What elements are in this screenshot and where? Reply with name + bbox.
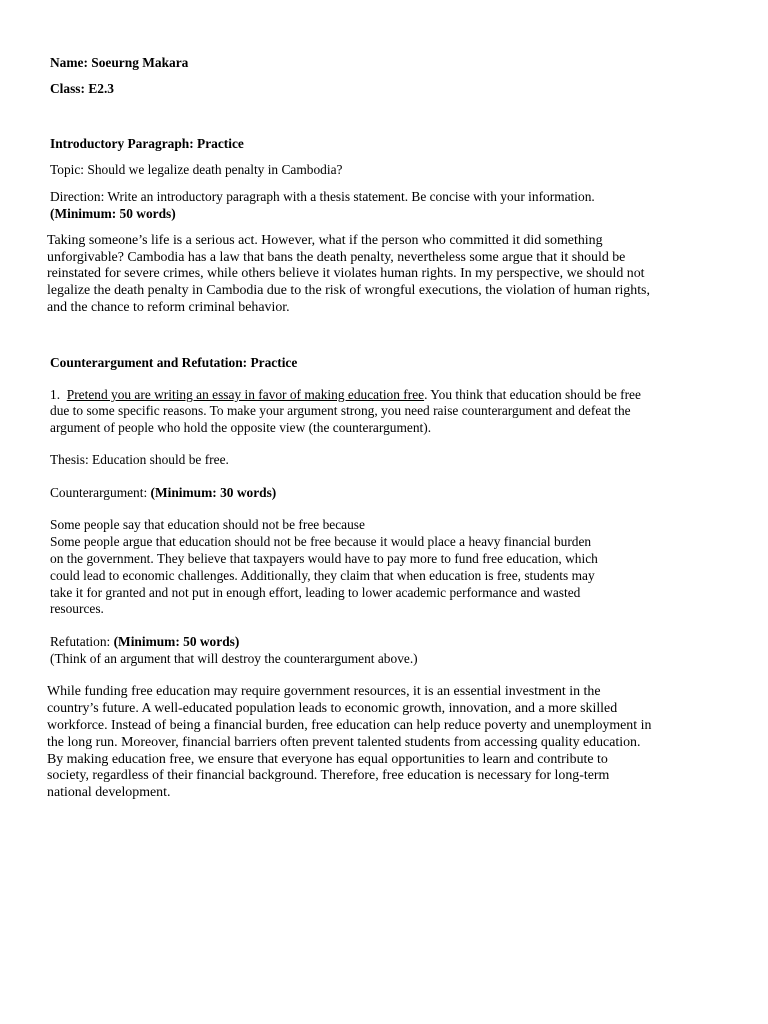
refutation-label: Refutation:	[50, 634, 114, 649]
counter-item-line: due to some specific reasons. To make your argument strong, you need raise counterargument and defeat the	[50, 403, 631, 418]
intro-answer-line: unforgivable? Cambodia has a law that bans the death penalty, nevertheless some argue that it should be	[47, 250, 626, 265]
counter-item-line: argument of people who hold the opposite view (the counterargument).	[50, 420, 432, 435]
thesis-statement: Thesis: Education should be free.	[50, 452, 229, 467]
counter-item-underlined: Pretend you are writing an essay in favor of making education free	[66, 387, 425, 402]
intro-answer-line: reinstated for severe crimes, while others believe it violates human rights. In my perspective, we should not	[47, 266, 645, 281]
intro-topic: Topic: Should we legalize death penalty in Cambodia?	[50, 162, 343, 177]
student-class: Class: E2.3	[50, 81, 114, 96]
student-name: Name: Soeurng Makara	[50, 55, 189, 70]
refutation-answer-line: workforce. Instead of being a financial burden, free education can help reduce poverty and unemployment in	[47, 718, 652, 733]
refutation-answer-line: By making education free, we ensure that everyone has equal opportunities to learn and contribute to	[47, 752, 608, 767]
counterargument-label: Counterargument:	[50, 485, 151, 500]
refutation-hint: (Think of an argument that will destroy the counterargument above.)	[50, 651, 418, 666]
counter-answer-line: take it for granted and not put in enough effort, leading to lower academic performance and wasted	[50, 585, 581, 600]
counter-answer-line: on the government. They believe that taxpayers would have to pay more to fund free education, which	[50, 551, 598, 566]
refutation-answer-line: While funding free education may require government resources, it is an essential investment in the	[47, 684, 601, 699]
counter-item-number: 1.	[50, 387, 61, 402]
intro-minimum: (Minimum: 50 words)	[50, 206, 176, 221]
refutation-minimum: (Minimum: 50 words)	[113, 634, 240, 649]
refutation-answer-line: society, regardless of their financial background. Therefore, free education is necessary for long-term	[47, 768, 610, 783]
refutation-answer-line: the long run. Moreover, financial barriers often prevent talented students from accessing quality education.	[47, 735, 641, 750]
refutation-label-line	[50, 634, 239, 651]
counter-item-rest: . You think that education should be free	[424, 387, 641, 402]
counter-answer-line: Some people argue that education should not be free because it would place a heavy financial burden	[50, 534, 592, 549]
counter-answer-line: Some people say that education should not be free because	[50, 517, 365, 532]
refutation-answer-line: national development.	[47, 785, 171, 800]
counterargument-minimum: (Minimum: 30 words)	[150, 485, 277, 500]
refutation-answer-line: country’s future. A well-educated population leads to economic growth, innovation, and a more skilled	[47, 701, 618, 716]
intro-answer-line: and the chance to reform criminal behavior.	[47, 300, 290, 315]
intro-direction: Direction: Write an introductory paragraph with a thesis statement. Be concise with your information.	[50, 189, 595, 204]
intro-heading: Introductory Paragraph: Practice	[50, 136, 244, 151]
intro-answer-line: Taking someone’s life is a serious act. However, what if the person who committed it did something	[47, 233, 603, 248]
counter-answer-line: resources.	[50, 601, 104, 616]
counter-heading: Counterargument and Refutation: Practice	[50, 355, 298, 370]
intro-answer-line: legalize the death penalty in Cambodia due to the risk of wrongful executions, the violation of human rights,	[47, 283, 650, 298]
counterargument-label-line	[50, 485, 276, 502]
counter-answer-line: could lead to economic challenges. Additionally, they claim that when education is free, students may	[50, 568, 595, 583]
counter-item-first-line	[50, 387, 641, 404]
